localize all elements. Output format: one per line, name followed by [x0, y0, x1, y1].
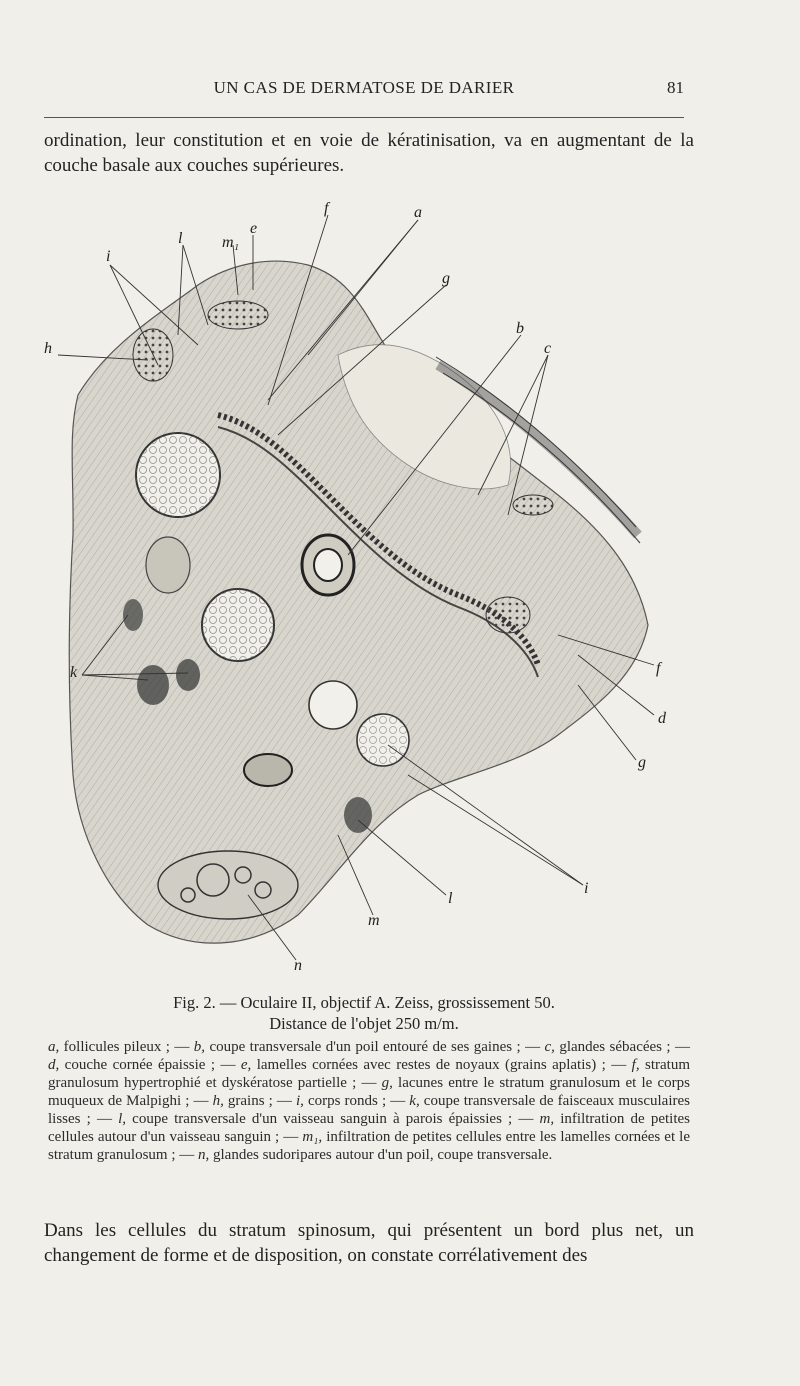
page-number: 81 [667, 78, 684, 97]
legend-text: corps ronds ; — [303, 1093, 410, 1109]
paragraph-bottom: Dans les cellules du stratum spinosum, qui présentent un bord plus net, un changement de forme et de disposition, on constate corrélativement des [44, 1220, 694, 1266]
figure-label-l: l [178, 230, 183, 247]
legend-text: infiltration de petites cellules autour d'un vaisseau sanguin ; — [48, 1111, 690, 1145]
legend-text: coupe transversale de faisceaux musculaires lisses ; — [48, 1093, 691, 1127]
legend-text: infiltration de petites cellules entre les lamelles cornées et le stratum granulosum ; — [48, 1129, 691, 1163]
figure-label-f-top: f [324, 200, 329, 217]
legend-text: glandes sébacées ; — [554, 1039, 690, 1055]
legend-key: d, [48, 1057, 60, 1073]
legend-text: lacunes entre le stratum granulosum et le corps muqueux de Malpighi ; — [48, 1075, 690, 1109]
figure-label-f-right: f [656, 660, 661, 677]
legend-text: lamelles cornées avec restes de noyaux (grains aplatis) ; — [251, 1057, 632, 1073]
header-rule [44, 117, 684, 118]
paragraph-top: ordination, leur constitution et en voie de kératinisation, va en augmentant de la couche basale aux couches supérieures. [44, 130, 694, 176]
figure-caption-title: Fig. 2. — Oculaire II, objectif A. Zeiss, grossissement 50. [173, 993, 555, 1012]
running-head [44, 74, 684, 102]
legend-key: e, [240, 1057, 252, 1073]
figure-label-c: c [544, 340, 552, 357]
legend-text: coupe transversale d'un vaisseau sanguin à parois épaissies ; — [126, 1111, 540, 1127]
legend-key: c, [544, 1039, 555, 1055]
legend-text: follicules pileux ; — [59, 1039, 194, 1055]
legend-text: coupe transversale d'un poil entouré de ses gaines ; — [205, 1039, 545, 1055]
figure-caption-subtitle: Distance de l'objet 250 m/m. [269, 1014, 459, 1033]
figure-label-e: e [250, 220, 258, 237]
running-title: UN CAS DE DERMATOSE DE DARIER [213, 78, 515, 97]
legend-key: k, [409, 1093, 420, 1109]
figure-label-i-bottom: i [584, 880, 589, 897]
legend-key: n, [198, 1147, 210, 1163]
figure-label-n: n [294, 957, 302, 974]
figure-label-m: m [368, 912, 380, 929]
figure-label-m1: m₁ [222, 234, 240, 251]
legend-key: a, [48, 1039, 60, 1055]
figure-label-l-bottom: l [448, 890, 453, 907]
legend-key: m, [539, 1111, 555, 1127]
legend-text: stratum granulosum hypertrophié et dyskératose partielle ; — [48, 1057, 691, 1091]
figure-label-a: a [414, 204, 422, 221]
legend-key: l, [118, 1111, 127, 1127]
legend-key: g, [381, 1075, 393, 1091]
legend-key: h, [212, 1093, 224, 1109]
figure-label-g-right: g [638, 754, 646, 771]
legend-key: m₁, [302, 1129, 323, 1145]
legend-key: b, [193, 1039, 206, 1055]
figure-label-g-top: g [442, 270, 450, 287]
legend-text: grains ; — [223, 1093, 296, 1109]
legend-text: couche cornée épaissie ; — [59, 1057, 241, 1073]
histology-figure [38, 195, 688, 985]
figure-label-b: b [516, 320, 524, 337]
legend-key: f, [631, 1057, 640, 1073]
histology-illustration [38, 195, 688, 985]
legend-key: i, [295, 1093, 304, 1109]
figure-label-h: h [44, 340, 52, 357]
figure-label-k: k [70, 664, 78, 681]
figure-label-d: d [658, 710, 666, 727]
figure-label-i: i [106, 248, 111, 265]
figure-legend [48, 1038, 690, 1164]
legend-text: glandes sudoripares autour d'un poil, coupe transversale. [209, 1147, 553, 1163]
